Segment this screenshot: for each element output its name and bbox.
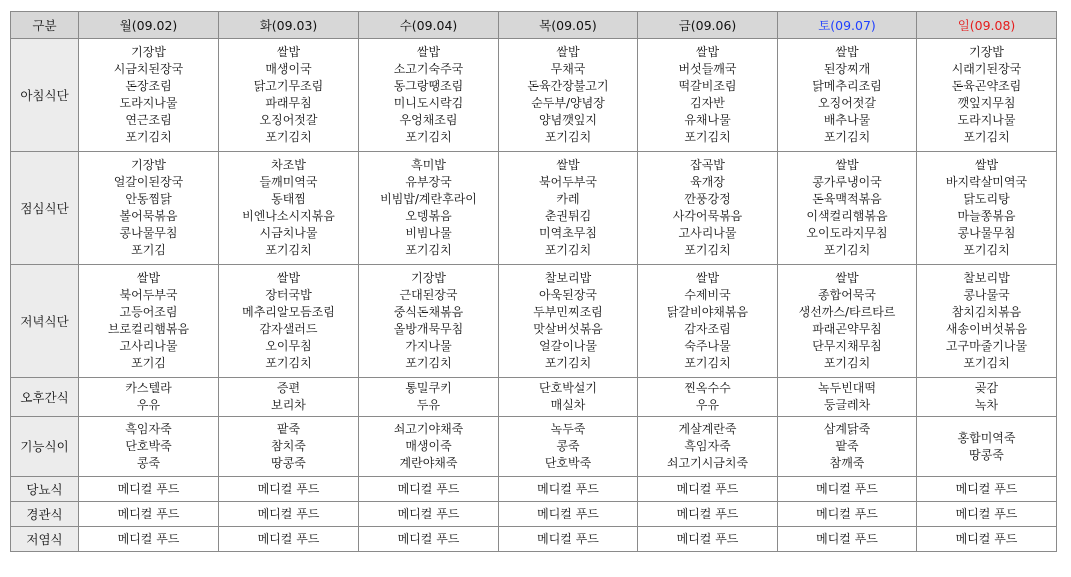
menu-item: 콩죽	[556, 439, 580, 453]
menu-item: 얼갈이된장국	[113, 175, 184, 189]
menu-cell	[638, 502, 778, 527]
menu-item: 메디컬 푸드	[117, 481, 180, 496]
menu-item: 포기김치	[544, 243, 592, 257]
menu-item: 들깨미역국	[259, 175, 318, 189]
menu-item: 파래무침	[265, 96, 312, 110]
menu-item: 오징어젓갈	[259, 113, 318, 127]
menu-item: 포기김치	[405, 356, 452, 370]
menu-cell	[79, 378, 219, 417]
menu-cell	[219, 417, 359, 477]
menu-cell	[79, 152, 219, 265]
menu-cell	[638, 527, 778, 552]
menu-item: 포기김치	[963, 130, 1010, 144]
menu-item: 포기김치	[265, 243, 312, 257]
menu-item: 닭고기무조림	[253, 79, 324, 93]
menu-item: 포기김치	[125, 130, 172, 144]
menu-item: 쌀밥	[416, 45, 441, 59]
day-header: 금(09.06)	[638, 12, 778, 39]
menu-item: 생선까스/타르타르	[798, 305, 896, 319]
corner-header: 구분	[11, 12, 79, 39]
menu-item: 돈장조림	[125, 79, 172, 93]
menu-cell	[778, 477, 917, 502]
menu-item: 도라지나물	[957, 113, 1016, 127]
menu-item: 쌀밥	[695, 271, 720, 285]
menu-item: 된장찌개	[823, 62, 871, 76]
menu-cell	[499, 152, 638, 265]
menu-item: 쇠고기야채죽	[393, 422, 464, 436]
row-label: 당뇨식	[11, 477, 79, 502]
menu-item: 팥죽	[835, 439, 859, 453]
menu-cell	[778, 502, 917, 527]
menu-cell	[359, 152, 499, 265]
day-header: 일(09.08)	[917, 12, 1057, 39]
menu-item: 콩죽	[136, 456, 161, 470]
menu-item: 새송이버섯볶음	[945, 322, 1028, 336]
menu-item: 미역초무침	[539, 226, 597, 240]
menu-item: 콩나물국	[963, 288, 1010, 302]
menu-row	[11, 527, 1057, 552]
header-row	[11, 12, 1057, 39]
menu-body	[11, 39, 1057, 552]
menu-item: 포기김치	[405, 243, 452, 257]
menu-item: 고구마줄기나물	[945, 339, 1028, 353]
menu-cell	[638, 477, 778, 502]
menu-cell	[219, 265, 359, 378]
menu-item: 오이무침	[265, 339, 312, 353]
menu-item: 돈육맥적볶음	[812, 192, 882, 206]
menu-item: 이색컬리햄볶음	[806, 209, 888, 223]
menu-cell	[219, 527, 359, 552]
menu-item: 포기김치	[684, 130, 731, 144]
menu-item: 소고기숙주국	[393, 62, 464, 76]
menu-item: 찰보리밥	[544, 271, 592, 285]
menu-item: 동그랑땡조림	[393, 79, 464, 93]
menu-cell	[79, 265, 219, 378]
menu-item: 미니도시락김	[393, 96, 464, 110]
menu-cell	[219, 152, 359, 265]
menu-cell	[79, 527, 219, 552]
menu-item: 녹두죽	[550, 422, 586, 436]
menu-item: 숙주나물	[684, 339, 731, 353]
menu-item: 보리차	[271, 398, 306, 412]
menu-item: 고사리나물	[678, 226, 737, 240]
menu-item: 메디컬 푸드	[537, 531, 599, 546]
menu-item: 근대된장국	[399, 288, 458, 302]
day-header: 토(09.07)	[778, 12, 917, 39]
menu-item: 포기김치	[684, 243, 731, 257]
menu-item: 쌀밥	[136, 271, 161, 285]
menu-item: 잡곡밥	[690, 158, 725, 172]
menu-item: 단호박설기	[539, 381, 597, 395]
menu-item: 두유	[416, 398, 441, 412]
menu-cell	[79, 477, 219, 502]
menu-item: 쌀밥	[835, 271, 859, 285]
menu-item: 볼어묵볶음	[119, 209, 178, 223]
menu-item: 유부장국	[405, 175, 452, 189]
menu-item: 메디컬 푸드	[955, 531, 1018, 546]
menu-item: 쌀밥	[556, 45, 580, 59]
menu-cell	[638, 39, 778, 152]
menu-item: 중식돈채볶음	[393, 305, 464, 319]
row-label: 오후간식	[11, 378, 79, 417]
menu-item: 메디컬 푸드	[397, 531, 460, 546]
menu-cell	[638, 378, 778, 417]
menu-item: 홍합미역죽	[957, 430, 1016, 445]
menu-item: 돈육간장불고기	[527, 79, 609, 93]
menu-cell	[778, 378, 917, 417]
menu-item: 쌀밥	[276, 45, 301, 59]
menu-item: 비빔나물	[405, 226, 452, 240]
menu-cell	[499, 39, 638, 152]
weekly-menu-table	[10, 11, 1057, 552]
menu-item: 메디컬 푸드	[955, 506, 1018, 521]
menu-item: 브로컬리햄볶음	[107, 322, 190, 336]
menu-item: 김자반	[690, 96, 725, 110]
menu-item: 통밀쿠키	[405, 381, 452, 395]
menu-item: 포기김치	[823, 130, 871, 144]
menu-item: 콩나물무침	[119, 226, 178, 240]
row-label: 경관식	[11, 502, 79, 527]
menu-item: 맛살버섯볶음	[533, 322, 603, 336]
menu-row	[11, 502, 1057, 527]
menu-item: 북어두부국	[539, 175, 597, 189]
menu-cell	[638, 152, 778, 265]
menu-item: 감자조림	[684, 322, 731, 336]
menu-item: 고사리나물	[119, 339, 178, 353]
menu-item: 닭갈비야채볶음	[666, 305, 749, 319]
menu-item: 메디컬 푸드	[257, 531, 320, 546]
menu-row	[11, 152, 1057, 265]
menu-row	[11, 265, 1057, 378]
menu-item: 닭메추리조림	[812, 79, 882, 93]
menu-item: 쇠고기시금치죽	[666, 456, 749, 470]
menu-item: 수제비국	[684, 288, 731, 302]
day-header: 화(09.03)	[219, 12, 359, 39]
day-header: 수(09.04)	[359, 12, 499, 39]
menu-item: 찐옥수수	[684, 381, 731, 395]
menu-item: 메디컬 푸드	[676, 481, 739, 496]
menu-item: 시래기된장국	[951, 62, 1022, 76]
menu-item: 녹차	[974, 398, 999, 412]
menu-item: 돈육곤약조림	[951, 79, 1022, 93]
menu-item: 우유	[695, 398, 720, 412]
menu-item: 콩나물무침	[957, 226, 1016, 240]
menu-item: 도라지나물	[119, 96, 178, 110]
menu-item: 고등어조림	[119, 305, 178, 319]
menu-item: 종합어묵국	[818, 288, 876, 302]
menu-item: 쌀밥	[276, 271, 301, 285]
menu-item: 흑미밥	[411, 158, 446, 172]
menu-item: 포기김	[131, 243, 166, 257]
menu-item: 카스텔라	[125, 381, 172, 395]
menu-item: 포기김치	[265, 356, 312, 370]
menu-item: 춘권튀김	[544, 209, 592, 223]
menu-cell	[917, 502, 1057, 527]
menu-cell	[917, 152, 1057, 265]
menu-item: 곶감	[974, 381, 999, 395]
menu-item: 기장밥	[131, 158, 166, 172]
menu-item: 땅콩죽	[271, 456, 306, 470]
menu-item: 장터국밥	[265, 288, 312, 302]
menu-item: 쌀밥	[974, 158, 999, 172]
menu-cell	[219, 502, 359, 527]
menu-item: 무채국	[550, 62, 586, 76]
menu-item: 메디컬 푸드	[676, 531, 739, 546]
menu-item: 오이도라지무침	[806, 226, 888, 240]
menu-item: 포기김치	[823, 356, 871, 370]
menu-item: 메디컬 푸드	[257, 481, 320, 496]
menu-item: 메디컬 푸드	[537, 481, 599, 496]
day-header: 월(09.02)	[79, 12, 219, 39]
menu-item: 시금치된장국	[113, 62, 184, 76]
menu-cell	[359, 378, 499, 417]
menu-item: 시금치나물	[259, 226, 318, 240]
menu-cell	[219, 477, 359, 502]
menu-item: 쌀밥	[695, 45, 720, 59]
menu-item: 두부민찌조림	[533, 305, 603, 319]
menu-item: 메디컬 푸드	[117, 506, 180, 521]
menu-item: 포기김치	[405, 130, 452, 144]
menu-item: 흑임자죽	[125, 422, 172, 436]
menu-item: 우유	[136, 398, 161, 412]
menu-item: 떡갈비조림	[678, 79, 737, 93]
menu-cell	[79, 39, 219, 152]
menu-cell	[219, 378, 359, 417]
menu-cell	[499, 417, 638, 477]
menu-item: 차조밥	[271, 158, 306, 172]
menu-item: 양념깻잎지	[539, 113, 597, 127]
menu-item: 포기김치	[963, 243, 1010, 257]
menu-row	[11, 378, 1057, 417]
menu-item: 매실차	[550, 398, 586, 412]
menu-item: 녹두빈대떡	[818, 381, 876, 395]
menu-row	[11, 417, 1057, 477]
menu-cell	[917, 527, 1057, 552]
menu-item: 참깨죽	[829, 456, 865, 470]
row-label: 아침식단	[11, 39, 79, 152]
menu-cell	[359, 502, 499, 527]
menu-item: 포기김치	[823, 243, 871, 257]
menu-cell	[359, 417, 499, 477]
menu-item: 안동찜닭	[125, 192, 172, 206]
menu-item: 메디컬 푸드	[397, 481, 460, 496]
menu-item: 땅콩죽	[969, 447, 1004, 462]
menu-cell	[499, 502, 638, 527]
menu-cell	[79, 417, 219, 477]
menu-cell	[638, 265, 778, 378]
menu-cell	[499, 527, 638, 552]
row-label: 점심식단	[11, 152, 79, 265]
menu-item: 메추리알모듬조림	[242, 305, 335, 319]
menu-item: 아욱된장국	[539, 288, 597, 302]
menu-cell	[499, 477, 638, 502]
menu-row	[11, 39, 1057, 152]
menu-row	[11, 477, 1057, 502]
menu-item: 포기김치	[544, 356, 592, 370]
menu-item: 계란야채죽	[399, 456, 458, 470]
menu-item: 가지나물	[405, 339, 452, 353]
menu-item: 오징어젓갈	[818, 96, 876, 110]
menu-item: 기장밥	[969, 45, 1004, 59]
menu-item: 비엔나소시지볶음	[242, 209, 335, 223]
menu-item: 감자샐러드	[259, 322, 318, 336]
menu-item: 메디컬 푸드	[816, 531, 878, 546]
menu-cell	[917, 39, 1057, 152]
menu-cell	[359, 265, 499, 378]
menu-item: 팥죽	[276, 422, 301, 436]
menu-item: 메디컬 푸드	[117, 531, 180, 546]
menu-cell	[359, 477, 499, 502]
menu-item: 메디컬 푸드	[955, 481, 1018, 496]
menu-item: 비빔밥/계란후라이	[380, 192, 477, 206]
menu-item: 게살계란죽	[678, 422, 737, 436]
menu-item: 포기김치	[265, 130, 312, 144]
menu-item: 포기김치	[963, 356, 1010, 370]
menu-cell	[778, 527, 917, 552]
menu-item: 우엉채조림	[399, 113, 458, 127]
menu-item: 쌀밥	[835, 158, 859, 172]
menu-item: 사각어묵볶음	[672, 209, 743, 223]
menu-item: 순두부/양념장	[531, 96, 605, 110]
menu-item: 흑임자죽	[684, 439, 731, 453]
menu-item: 쌀밥	[835, 45, 859, 59]
menu-cell	[778, 152, 917, 265]
menu-item: 연근조림	[125, 113, 172, 127]
menu-item: 쌀밥	[556, 158, 580, 172]
menu-item: 메디컬 푸드	[816, 481, 878, 496]
menu-item: 매생이죽	[405, 439, 452, 453]
menu-item: 메디컬 푸드	[816, 506, 878, 521]
menu-item: 메디컬 푸드	[676, 506, 739, 521]
day-header: 목(09.05)	[499, 12, 638, 39]
menu-cell	[917, 417, 1057, 477]
menu-item: 단호박죽	[544, 456, 592, 470]
menu-item: 삼계닭죽	[823, 422, 871, 436]
menu-item: 찰보리밥	[963, 271, 1010, 285]
menu-item: 바지락살미역국	[945, 175, 1028, 189]
menu-cell	[359, 39, 499, 152]
menu-item: 참치김치볶음	[951, 305, 1022, 319]
menu-item: 깻잎지무침	[957, 96, 1016, 110]
menu-item: 증편	[276, 381, 301, 395]
menu-item: 동태찜	[271, 192, 306, 206]
menu-item: 포기김치	[684, 356, 731, 370]
menu-cell	[359, 527, 499, 552]
row-label: 저녁식단	[11, 265, 79, 378]
menu-cell	[917, 378, 1057, 417]
menu-cell	[917, 265, 1057, 378]
menu-cell	[638, 417, 778, 477]
menu-item: 닭도리탕	[963, 192, 1010, 206]
menu-item: 유채나물	[684, 113, 731, 127]
menu-item: 파래곤약무침	[812, 322, 882, 336]
row-label: 저염식	[11, 527, 79, 552]
menu-cell	[917, 477, 1057, 502]
menu-cell	[778, 39, 917, 152]
menu-item: 배추나물	[823, 113, 871, 127]
menu-item: 포기김	[131, 356, 166, 370]
menu-cell	[499, 378, 638, 417]
menu-item: 얼갈이나물	[539, 339, 597, 353]
menu-item: 메디컬 푸드	[537, 506, 599, 521]
menu-item: 콩가루냉이국	[812, 175, 882, 189]
menu-cell	[499, 265, 638, 378]
menu-item: 참치죽	[271, 439, 306, 453]
menu-cell	[778, 417, 917, 477]
menu-item: 포기김치	[544, 130, 592, 144]
menu-item: 깐풍강정	[684, 192, 731, 206]
menu-item: 둥글레차	[823, 398, 871, 412]
menu-item: 올방개묵무침	[393, 322, 464, 336]
menu-cell	[79, 502, 219, 527]
menu-item: 육개장	[690, 175, 725, 189]
menu-item: 매생이국	[265, 62, 312, 76]
menu-item: 메디컬 푸드	[397, 506, 460, 521]
menu-item: 단호박죽	[125, 439, 172, 453]
menu-item: 버섯들깨국	[678, 62, 737, 76]
row-label: 기능식이	[11, 417, 79, 477]
menu-item: 북어두부국	[119, 288, 178, 302]
menu-item: 메디컬 푸드	[257, 506, 320, 521]
menu-cell	[219, 39, 359, 152]
menu-item: 마늘쫑볶음	[957, 209, 1016, 223]
menu-item: 기장밥	[411, 271, 446, 285]
menu-cell	[778, 265, 917, 378]
menu-item: 카레	[556, 192, 580, 206]
menu-item: 단무지채무침	[812, 339, 882, 353]
menu-item: 오뎅볶음	[405, 209, 452, 223]
menu-item: 기장밥	[131, 45, 166, 59]
